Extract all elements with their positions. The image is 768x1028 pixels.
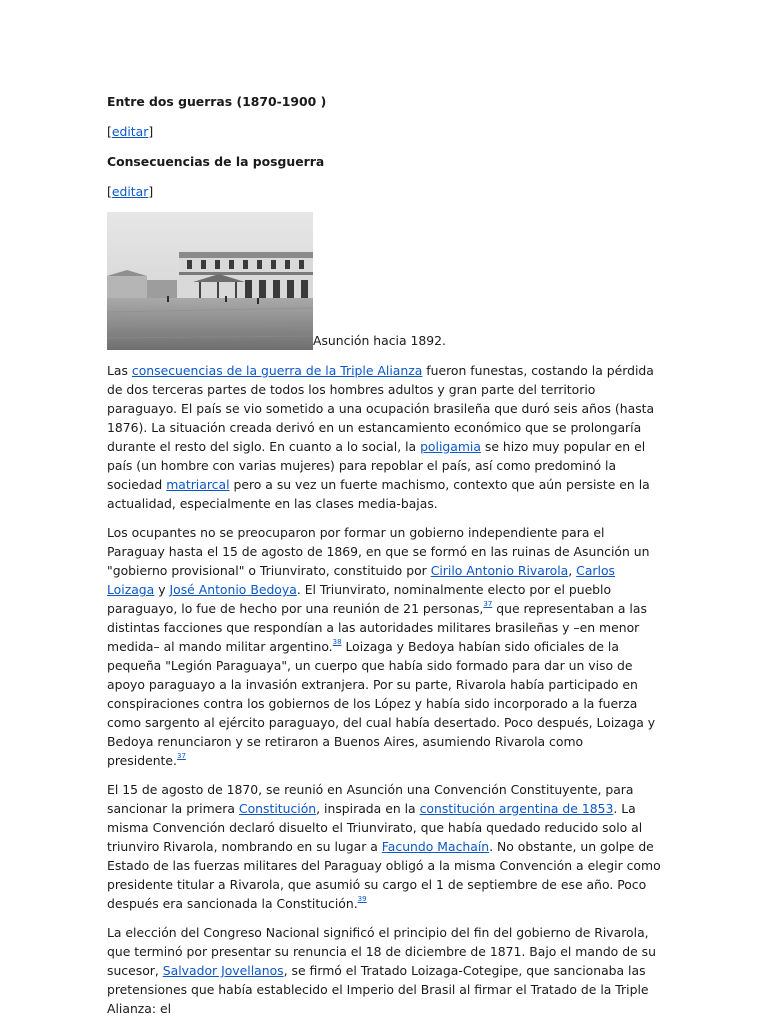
article-body xyxy=(107,92,663,1028)
section-edit-line: [editar] xyxy=(107,124,154,139)
link-consecuencias-guerra[interactable]: consecuencias de la guerra de la Triple Alianza xyxy=(131,363,423,378)
link-constitucion-argentina[interactable]: constitución argentina de 1853 xyxy=(419,801,614,816)
link-matriarcal[interactable]: matriarcal xyxy=(166,477,230,492)
link-constitucion[interactable]: Constitución xyxy=(238,801,317,816)
subsection-heading: Consecuencias de la posguerra xyxy=(107,154,325,169)
reference-37[interactable]: 37 xyxy=(483,600,493,608)
section-heading: Entre dos guerras (1870-1900 ) xyxy=(107,94,327,109)
link-facundo-machain[interactable]: Facundo Machaín xyxy=(381,839,490,854)
subsection-edit-line: [editar] xyxy=(107,184,154,199)
paragraph-1: Las consecuencias de la guerra de la Triple Alianza fueron funestas, costando la pérdida de dos terceras partes de todos los hombres adultos y gran parte del territorio paraguayo. El país se vio sometido a una ocupación brasileña que duró seis años (hasta 1876). La situación creada derivó en un estancamiento económico que se prolongaría durante el resto del siglo. En cuanto a lo social, la poligamia se hizo muy popular en el país (un hombre con varias mujeres) para repoblar el país, así como predominó la sociedad matriarcal pero a su vez un fuerte machismo, contexto que aún persiste en la actualidad, especialmente en las clases media-bajas. xyxy=(107,363,655,511)
link-poligamia[interactable]: poligamia xyxy=(420,439,481,454)
subsection-edit-link[interactable]: editar xyxy=(111,184,149,199)
asuncion-photo xyxy=(107,212,313,350)
figure xyxy=(107,212,663,350)
link-cirilo-rivarola[interactable]: Cirilo Antonio Rivarola xyxy=(430,563,569,578)
reference-39[interactable]: 39 xyxy=(357,895,367,903)
paragraph-2: Los ocupantes no se preocuparon por formar un gobierno independiente para el Paraguay hasta el 15 de agosto de 1869, en que se formó en las ruinas de Asunción un "gobierno provisional" o Triunvirato, constituido por Cirilo Antonio Rivarola, Carlos Loizaga y José Antonio Bedoya. El Triunvirato, nominalmente electo por el pueblo paraguayo, lo fue de hecho por una reunión de 21 personas,$^{37}$ que representaban a las distintas facciones que respondían a las autoridades militares brasileñas y –en menor medida– al mando militar argentino.$^{38}$ Loizaga y Bedoya habían sido oficiales de la pequeña "Legión Paraguaya", un cuerpo que había sido formado para dar un viso de apoyo paraguayo a la invasión extranjera. Por su parte, Rivarola había participado en conspiraciones contra los gobiernos de los López y había sido incorporado a la fuerza como sargento al ejército paraguayo, del cual había desertado. Poco después, Loizaga y Bedoya renunciaron y se retiraron a Buenos Aires, asumiendo Rivarola como presidente.$^{37}$ xyxy=(107,525,656,768)
link-salvador-jovellanos[interactable]: Salvador Jovellanos xyxy=(162,963,284,978)
section-edit-link[interactable]: editar xyxy=(111,124,149,139)
reference-38[interactable]: 38 xyxy=(332,638,342,646)
paragraph-3: El 15 de agosto de 1870, se reunió en Asunción una Convención Constituyente, para sancionar la primera Constitución, inspirada en la constitución argentina de 1853. La misma Convención declaró disuelto el Triunvirato, que había quedado reducido solo al triunviro Rivarola, nombrando en su lugar a Facundo Machaín. No obstante, un golpe de Estado de las fuerzas militares del Paraguay obligó a la misma Convención a elegir como presidente titular a Rivarola, que asumió su cargo el 1 de septiembre de ese año. Poco después era sancionada la Constitución.$^{39}$ xyxy=(107,782,661,911)
reference-37-b[interactable]: 37 xyxy=(176,752,186,760)
figure-caption: Asunción hacia 1892. xyxy=(313,333,446,348)
link-jose-bedoya[interactable]: José Antonio Bedoya xyxy=(169,582,297,597)
paragraph-4: La elección del Congreso Nacional significó el principio del fin del gobierno de Rivarola, que terminó por presentar su renuncia el 18 de diciembre de 1871. Bajo el mando de su sucesor, Salvador Jovellanos, se firmó el Tratado Loizaga-Cotegipe, que sancionaba las pretensiones que había establecido el Imperio del Brasil al firmar el Tratado de la Triple Alianza: el xyxy=(107,925,656,1016)
link-carlos-loizaga[interactable]: Carlos Loizaga xyxy=(107,563,615,597)
